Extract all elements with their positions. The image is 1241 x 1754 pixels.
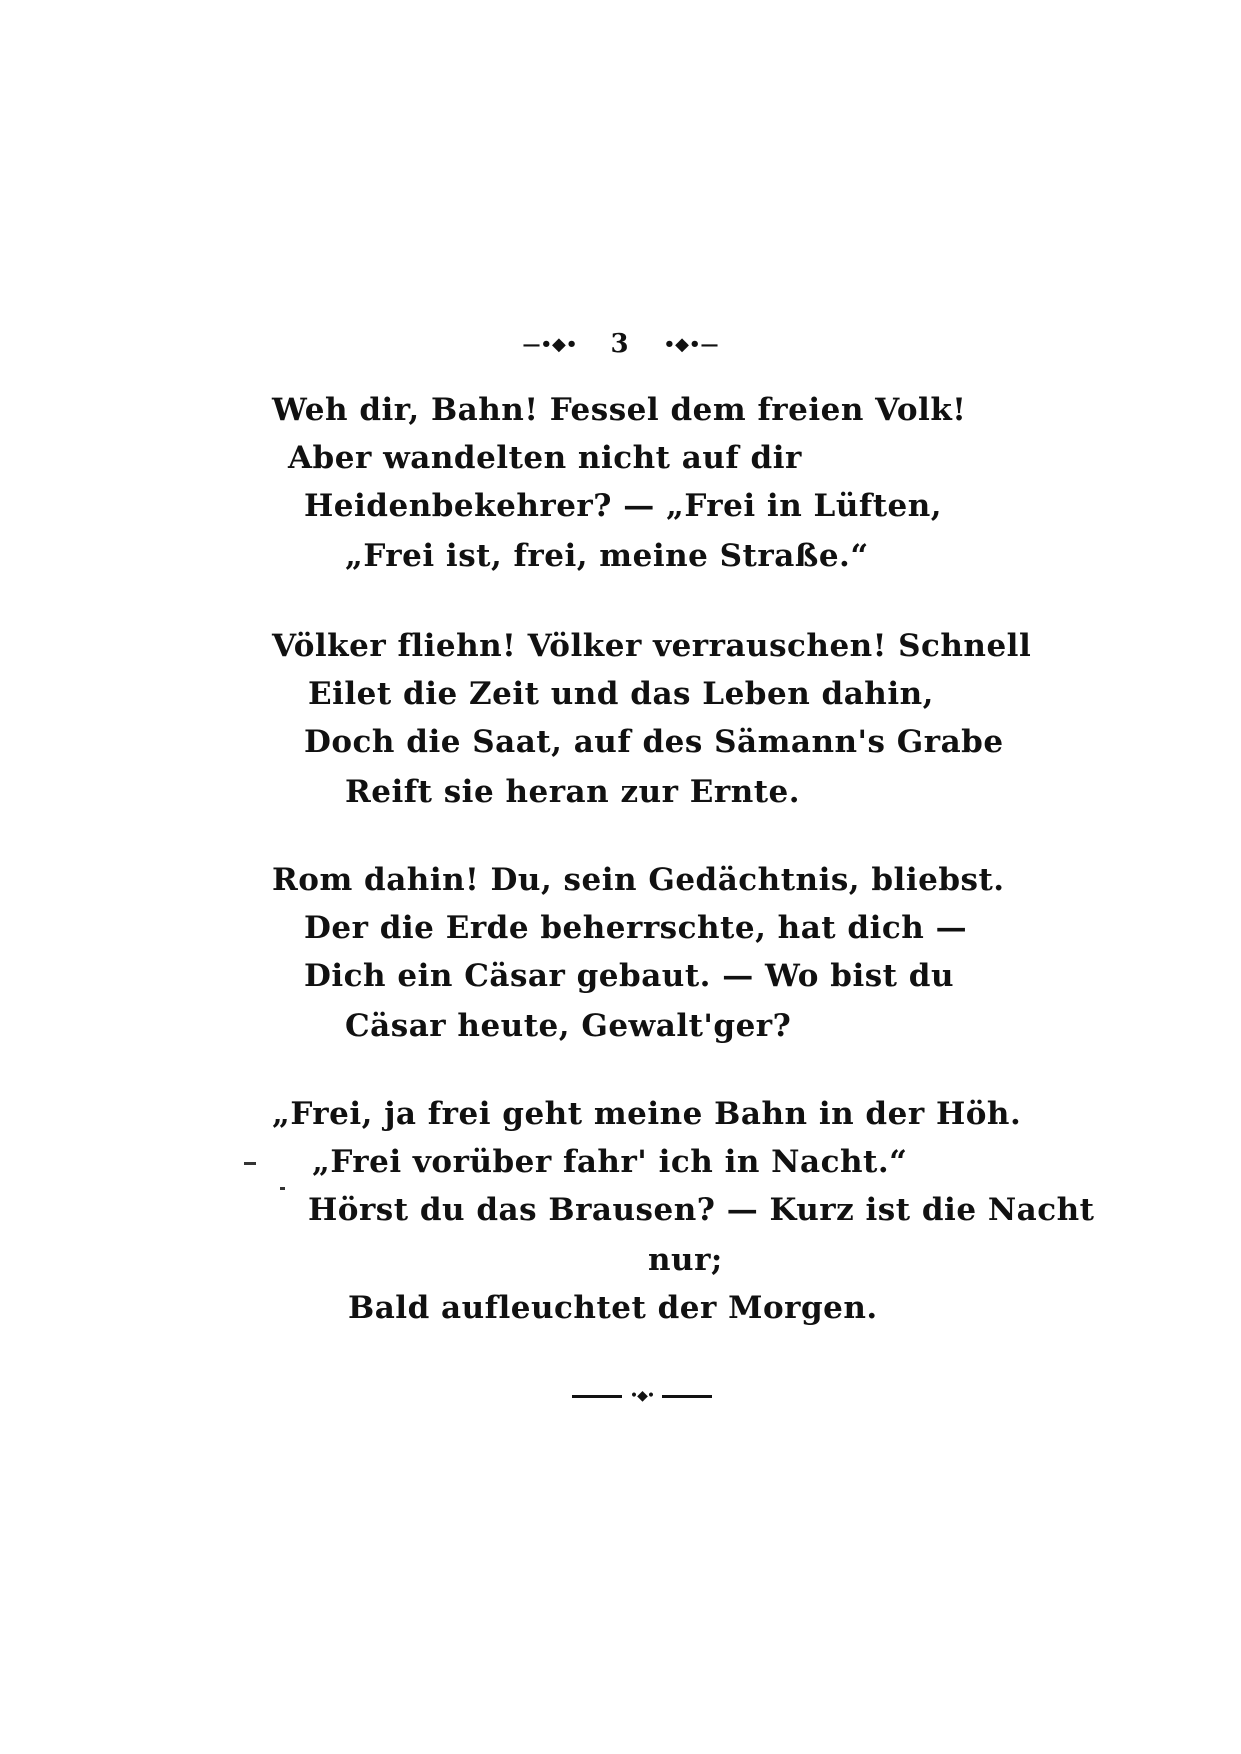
rule-left bbox=[572, 1395, 622, 1398]
verse-line: Cäsar heute, Gewalt'ger? bbox=[345, 1008, 792, 1044]
verse-line-continuation: nur; bbox=[648, 1242, 723, 1278]
verse-line: Der die Erde beherrschte, hat dich — bbox=[304, 910, 968, 946]
verse-line: Völker fliehn! Völker verrauschen! Schnell bbox=[272, 628, 1032, 664]
verse-line: „Frei ist, frei, meine Straße.“ bbox=[345, 538, 869, 574]
verse-line: Dich ein Cäsar gebaut. — Wo bist du bbox=[304, 958, 955, 994]
verse-line: Doch die Saat, auf des Sämann's Grabe bbox=[304, 724, 1004, 760]
verse-line: Hörst du das Brausen? — Kurz ist die Nacht bbox=[308, 1192, 1095, 1228]
verse-line: „Frei vorüber fahr' ich in Nacht.“ bbox=[312, 1144, 908, 1180]
verse-line: Weh dir, Bahn! Fessel dem freien Volk! bbox=[272, 392, 967, 428]
ornament-left-icon: —•◆• bbox=[522, 333, 578, 355]
verse-line: Rom dahin! Du, sein Gedächtnis, bliebst. bbox=[272, 862, 1005, 898]
verse-line: „Frei, ja frei geht meine Bahn in der Höh. bbox=[272, 1096, 1022, 1132]
verse-line: Aber wandelten nicht auf dir bbox=[288, 440, 802, 476]
page-number: 3 bbox=[610, 329, 631, 359]
page-header bbox=[0, 328, 1241, 359]
verse-line: Bald aufleuchtet der Morgen. bbox=[348, 1290, 878, 1326]
verse-line: Eilet die Zeit und das Leben dahin, bbox=[308, 676, 934, 712]
verse-line: Reift sie heran zur Ernte. bbox=[345, 774, 801, 810]
margin-mark bbox=[280, 1187, 285, 1190]
margin-mark bbox=[244, 1162, 256, 1165]
end-ornament-rule bbox=[572, 1387, 712, 1405]
verse-line: Heidenbekehrer? — „Frei in Lüften, bbox=[304, 488, 943, 524]
rule-right bbox=[662, 1395, 712, 1398]
end-ornament-icon: •◆• bbox=[629, 1388, 655, 1404]
ornament-right-icon: •◆•— bbox=[663, 333, 719, 355]
